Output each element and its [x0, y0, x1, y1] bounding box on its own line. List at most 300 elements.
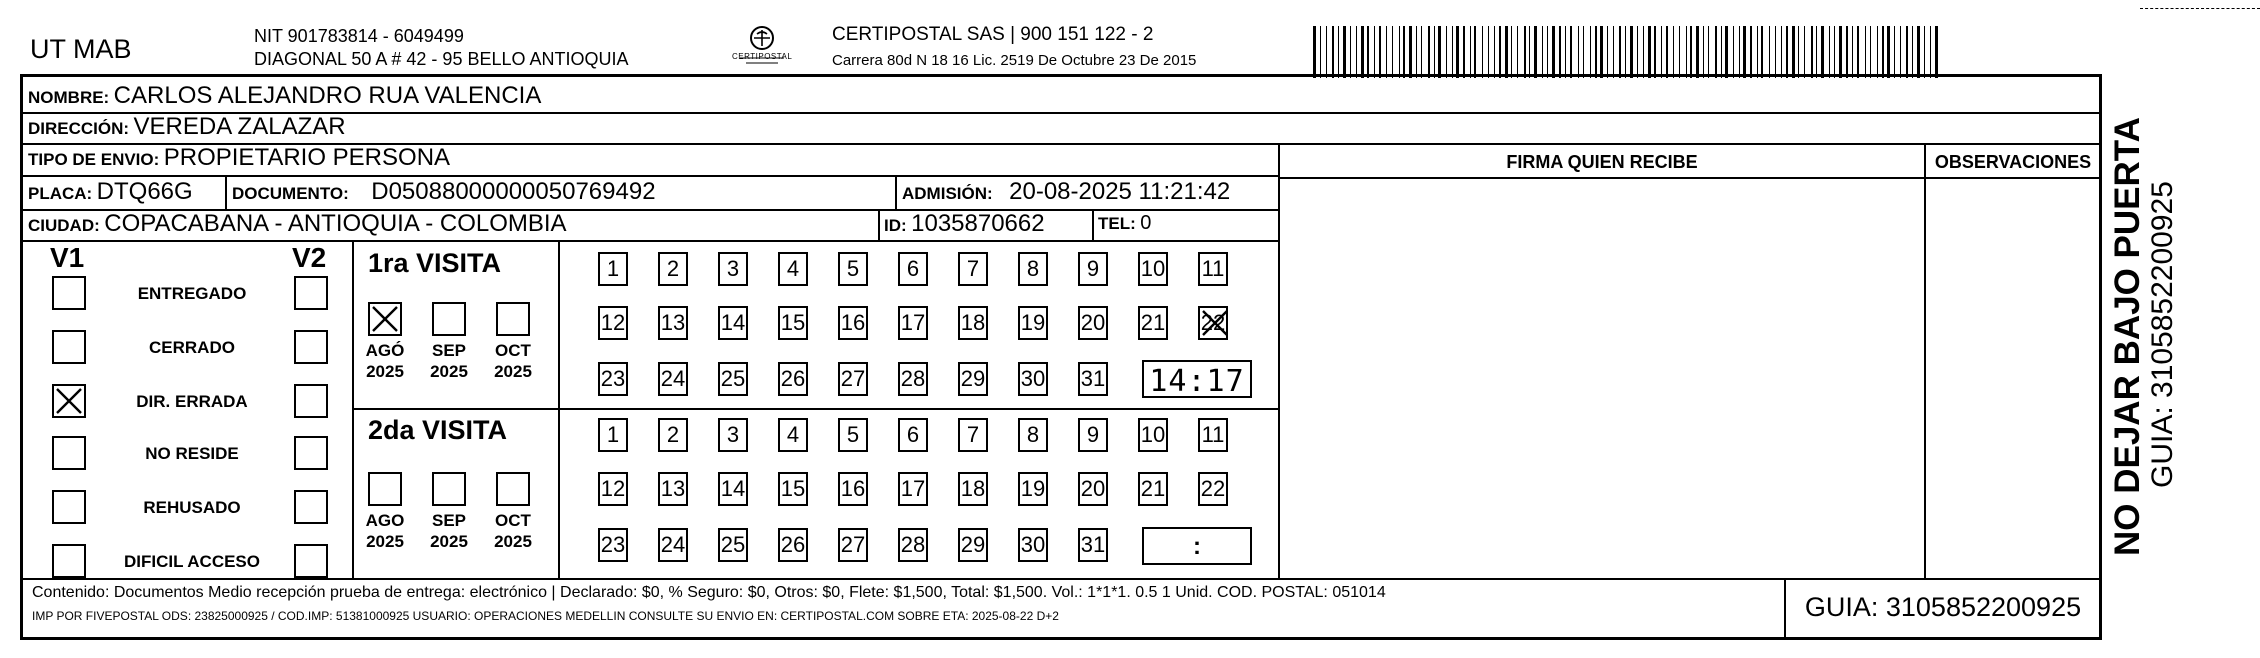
- name-label: NOMBRE:: [28, 88, 110, 107]
- day-number: 20: [1080, 476, 1106, 501]
- city-value: COPACABANA - ANTIOQUIA - COLOMBIA: [104, 210, 567, 237]
- first-visit-month-checkbox[interactable]: [496, 302, 530, 336]
- barcode-bar: [1332, 26, 1334, 78]
- barcode-bar: [1733, 26, 1734, 78]
- day-number: 19: [1020, 476, 1046, 501]
- barcode-bar: [1725, 26, 1728, 78]
- barcode-bar: [1757, 26, 1758, 78]
- day-number: 11: [1201, 256, 1225, 281]
- barcode-bar: [1798, 26, 1799, 78]
- first-visit-day-box[interactable]: [718, 306, 748, 340]
- first-visit-day-box[interactable]: [658, 306, 688, 340]
- barcode-bar: [1769, 26, 1770, 78]
- barcode-bar: [1912, 26, 1913, 78]
- address-label: DIRECCIÓN:: [28, 119, 130, 138]
- second-visit-month-checkbox[interactable]: [496, 472, 530, 506]
- second-visit-month-label: SEP 2025: [430, 511, 468, 551]
- first-visit-day-box[interactable]: [1078, 252, 1108, 286]
- first-visit-day-box[interactable]: [898, 362, 928, 396]
- day-number: 4: [786, 422, 800, 447]
- day-number: 25: [720, 532, 746, 557]
- barcode-bar: [1428, 26, 1430, 78]
- day-number: 1: [606, 256, 620, 281]
- day-number: 13: [660, 476, 686, 501]
- barcode-bar: [1917, 26, 1920, 78]
- first-visit-day-box[interactable]: [778, 362, 808, 396]
- tel-value: 0: [1140, 212, 1152, 234]
- sender-address: DIAGONAL 50 A # 42 - 95 BELLO ANTIOQUIA: [254, 49, 629, 69]
- day-number: 26: [780, 532, 806, 557]
- barcode-bar: [1399, 26, 1400, 78]
- day-number: 21: [1140, 476, 1166, 501]
- first-visit-day-box[interactable]: [1018, 252, 1048, 286]
- second-visit-day-box[interactable]: [1078, 418, 1108, 452]
- barcode-bar: [1547, 26, 1548, 78]
- day-number: 4: [786, 256, 800, 281]
- barcode-bar: [1386, 26, 1387, 78]
- day-number: 14: [720, 476, 746, 501]
- second-visit-month-checkbox[interactable]: [368, 472, 402, 506]
- day-number: 17: [900, 476, 926, 501]
- barcode-bar: [1409, 26, 1412, 78]
- barcode-bar: [1583, 26, 1584, 78]
- day-number: 6: [906, 422, 920, 447]
- recipient-address: VEREDA ZALAZAR: [133, 113, 346, 140]
- second-visit-month-checkbox[interactable]: [432, 472, 466, 506]
- second-visit-month-label: OCT 2025: [494, 511, 532, 551]
- second-visit-day-box[interactable]: [838, 418, 868, 452]
- day-number: 13: [660, 310, 686, 335]
- check-x-icon: [370, 304, 400, 334]
- first-visit-month-label: SEP 2025: [430, 341, 468, 381]
- second-visit-day-box[interactable]: [898, 472, 928, 506]
- barcode-bar: [1686, 26, 1687, 78]
- barcode-bar: [1452, 26, 1453, 78]
- barcode-bar: [1865, 26, 1866, 78]
- plate-value: DTQ66G: [96, 178, 193, 205]
- barcode-bar: [1570, 26, 1572, 78]
- barcode-bar: [1811, 26, 1813, 78]
- barcode-bar: [1456, 26, 1459, 78]
- barcode-bar: [1552, 26, 1555, 78]
- barcode-bar: [1792, 26, 1795, 78]
- barcode-bar: [1313, 26, 1316, 78]
- barcode-bar: [1356, 26, 1357, 78]
- barcode-bar: [1894, 26, 1895, 78]
- day-number: 10: [1140, 422, 1166, 447]
- day-number: 16: [840, 476, 866, 501]
- barcode-bar: [1542, 26, 1543, 78]
- barcode-bar: [1499, 26, 1501, 78]
- day-number: 23: [600, 532, 626, 557]
- signature-area[interactable]: [1282, 180, 1922, 576]
- day-number: 18: [960, 476, 986, 501]
- second-visit-day-box[interactable]: [838, 528, 868, 562]
- first-visit-month-label: AGÓ 2025: [365, 341, 405, 381]
- barcode-bar: [1320, 26, 1321, 78]
- second-visit-day-box[interactable]: [1018, 472, 1048, 506]
- first-visit-day-box[interactable]: [1198, 252, 1228, 286]
- barcode-bar: [1743, 26, 1746, 78]
- day-number: 30: [1020, 532, 1046, 557]
- cut-line-top: [2140, 8, 2260, 9]
- v1-checkbox-5[interactable]: [52, 544, 86, 578]
- first-visit-month-checkbox[interactable]: [368, 302, 402, 336]
- first-visit-day-box[interactable]: [598, 252, 628, 286]
- barcode-bar: [1326, 26, 1327, 78]
- admission-row: [902, 178, 1230, 206]
- day-number: 26: [780, 366, 806, 391]
- id-label: ID:: [884, 216, 907, 235]
- first-visit-day-box[interactable]: [1198, 306, 1228, 340]
- barcode-bar: [1924, 26, 1925, 78]
- barcode-bar: [1781, 26, 1782, 78]
- day-number: 28: [900, 366, 926, 391]
- v2-checkbox-0[interactable]: [294, 276, 328, 310]
- first-visit-day-box[interactable]: [898, 252, 928, 286]
- observations-label: OBSERVACIONES: [1934, 152, 2092, 172]
- day-number: 22: [1200, 310, 1226, 335]
- document-row: [232, 178, 656, 206]
- barcode-bar: [1661, 26, 1662, 78]
- barcode-bar: [1482, 26, 1483, 78]
- first-visit-day-box[interactable]: [1018, 306, 1048, 340]
- barcode-bar: [1517, 26, 1518, 78]
- second-visit-day-box[interactable]: [658, 418, 688, 452]
- barcode-bar: [1690, 26, 1692, 78]
- barcode-bar: [1846, 26, 1848, 78]
- certipostal-logo: [732, 24, 792, 68]
- barcode-bar: [1350, 26, 1351, 78]
- day-number: 1: [606, 422, 620, 447]
- no-dejar-bajo-puerta: NO DEJAR BAJO PUERTA: [2108, 117, 2147, 556]
- recipient-name: CARLOS ALEJANDRO RUA VALENCIA: [113, 82, 542, 109]
- admission-value: 20-08-2025 11:21:42: [1009, 178, 1231, 205]
- address-row: [28, 113, 346, 141]
- v1-checkbox-1[interactable]: [52, 330, 86, 364]
- admission-label: ADMISIÓN:: [902, 184, 993, 203]
- barcode-bar: [1930, 26, 1931, 78]
- type-row: [28, 144, 450, 172]
- barcode-bar: [1392, 26, 1393, 78]
- first-visit-day-box[interactable]: [778, 306, 808, 340]
- check-x-icon: [54, 386, 84, 416]
- first-visit-day-box[interactable]: [838, 252, 868, 286]
- barcode-bar: [1607, 26, 1608, 78]
- day-number: 17: [900, 310, 926, 335]
- day-number: 21: [1140, 310, 1166, 335]
- second-visit-day-box[interactable]: [598, 418, 628, 452]
- barcode-bar: [1505, 26, 1508, 78]
- barcode-bar: [1654, 26, 1656, 78]
- barcode-bar: [1630, 26, 1633, 78]
- day-number: 28: [900, 532, 926, 557]
- first-visit-day-box[interactable]: [658, 252, 688, 286]
- second-visit-day-box[interactable]: [1138, 418, 1168, 452]
- first-visit-day-box[interactable]: [1078, 306, 1108, 340]
- first-visit-day-box[interactable]: [598, 362, 628, 396]
- tel-row: [1098, 212, 1151, 235]
- second-visit-day-box[interactable]: [1078, 528, 1108, 562]
- logo-text: CERTIPOSTAL: [732, 52, 793, 61]
- barcode-bar: [1613, 26, 1614, 78]
- check-x-icon: [1200, 308, 1230, 338]
- v2-checkbox-3[interactable]: [294, 436, 328, 470]
- barcode-bar: [1703, 26, 1704, 78]
- second-visit-day-box[interactable]: [958, 418, 988, 452]
- first-visit-day-box[interactable]: [1078, 362, 1108, 396]
- day-number: 7: [966, 422, 980, 447]
- v1-checkbox-2[interactable]: [52, 384, 86, 418]
- second-visit-day-box[interactable]: [958, 472, 988, 506]
- barcode-bar: [1446, 26, 1447, 78]
- day-number: 6: [906, 256, 920, 281]
- barcode-bar: [1696, 26, 1699, 78]
- day-number: 29: [960, 532, 986, 557]
- day-number: 9: [1086, 256, 1100, 281]
- day-number: 24: [660, 366, 686, 391]
- barcode-bar: [1829, 26, 1830, 78]
- city-row: [28, 210, 567, 238]
- first-visit-day-box[interactable]: [658, 362, 688, 396]
- day-number: 3: [726, 422, 740, 447]
- status-label: DIR. ERRADA: [136, 392, 248, 411]
- day-number: 30: [1020, 366, 1046, 391]
- second-visit-day-box[interactable]: [898, 418, 928, 452]
- first-visit-day-box[interactable]: [958, 252, 988, 286]
- day-number: 20: [1080, 310, 1106, 335]
- second-visit-day-box[interactable]: [718, 528, 748, 562]
- barcode-bar: [1750, 26, 1752, 78]
- v1-checkbox-4[interactable]: [52, 490, 86, 524]
- barcode-bar: [1367, 26, 1369, 78]
- tel-label: TEL:: [1098, 214, 1136, 233]
- barcode-bar: [1438, 26, 1441, 78]
- barcode-bar: [1839, 26, 1842, 78]
- v2-checkbox-4[interactable]: [294, 490, 328, 524]
- barcode-bar: [1673, 26, 1674, 78]
- barcode-bar: [1625, 26, 1626, 78]
- second-visit-day-box[interactable]: [598, 528, 628, 562]
- first-visit-day-box[interactable]: [1138, 252, 1168, 286]
- barcode-bar: [1529, 26, 1530, 78]
- second-visit-day-box[interactable]: [778, 528, 808, 562]
- first-visit-day-box[interactable]: [958, 362, 988, 396]
- second-visit-time: :: [1193, 533, 1201, 560]
- day-number: 25: [720, 366, 746, 391]
- day-number: 12: [600, 476, 626, 501]
- barcode-bar: [1578, 26, 1579, 78]
- barcode-bar: [1590, 26, 1591, 78]
- barcode-bar: [1935, 26, 1938, 78]
- first-visit-day-box[interactable]: [898, 306, 928, 340]
- v1-checkbox-0[interactable]: [52, 276, 86, 310]
- day-number: 5: [846, 422, 860, 447]
- barcode: [1313, 26, 1943, 78]
- barcode-bar: [1775, 26, 1776, 78]
- day-number: 23: [600, 366, 626, 391]
- logo-icon: [732, 24, 792, 68]
- barcode-bar: [1877, 26, 1878, 78]
- barcode-bar: [1565, 26, 1566, 78]
- first-visit-day-box[interactable]: [1018, 362, 1048, 396]
- name-row: [28, 82, 541, 110]
- company-address: Carrera 80d N 18 16 Lic. 2519 De Octubre 23 De 2015: [832, 52, 1197, 69]
- barcode-bar: [1511, 26, 1512, 78]
- first-visit-day-box[interactable]: [838, 306, 868, 340]
- first-visit-title: 1ra VISITA: [368, 248, 502, 278]
- barcode-bar: [1816, 26, 1817, 78]
- barcode-bar: [1470, 26, 1471, 78]
- second-visit-day-box[interactable]: [658, 472, 688, 506]
- barcode-bar: [1559, 26, 1561, 78]
- barcode-bar: [1619, 26, 1621, 78]
- second-visit-day-box[interactable]: [1138, 472, 1168, 506]
- v2-label: V2: [292, 242, 327, 273]
- first-visit-time-box[interactable]: [1142, 360, 1252, 398]
- v2-checkbox-2[interactable]: [294, 384, 328, 418]
- barcode-bar: [1821, 26, 1824, 78]
- barcode-bar: [1421, 26, 1422, 78]
- day-number: 22: [1200, 476, 1226, 501]
- barcode-bar: [1338, 26, 1339, 78]
- day-number: 11: [1201, 422, 1225, 447]
- second-visit-day-box[interactable]: [718, 418, 748, 452]
- footer-print-info: IMP POR FIVEPOSTAL ODS: 23825000925 / COD.IMP: 51381000925 USUARIO: OPERACIONES MEDELLIN CONSULTE SU ENVIO EN: CERTIPOSTAL.COM SOBRE ETA: 2025-08-22 D+2: [32, 609, 1059, 623]
- day-number: 31: [1080, 366, 1106, 391]
- barcode-bar: [1494, 26, 1495, 78]
- first-visit-month-label: OCT 2025: [494, 341, 532, 381]
- document-value: D05088000000050769492: [371, 178, 656, 205]
- barcode-bar: [1761, 26, 1763, 78]
- status-label: ENTREGADO: [137, 284, 247, 303]
- barcode-bar: [1857, 26, 1859, 78]
- second-visit-day-box[interactable]: [1018, 528, 1048, 562]
- barcode-bar: [1488, 26, 1489, 78]
- v2-checkbox-1[interactable]: [294, 330, 328, 364]
- barcode-bar: [1708, 26, 1709, 78]
- barcode-bar: [1403, 26, 1405, 78]
- second-visit-day-box[interactable]: [1078, 472, 1108, 506]
- day-number: 8: [1026, 422, 1040, 447]
- footer-contents: Contenido: Documentos Medio recepción prueba de entrega: electrónico | Declarado: $0, % Seguro: $0, Otros: $0, Flete: $1,500, Total: $1,500. Vol.: 1*1*1. 0.5 1 Unid. COD. POSTAL: 051014: [32, 584, 1386, 601]
- day-number: 14: [720, 310, 746, 335]
- footer-guia: GUIA: 3105852200925: [1804, 592, 2082, 622]
- barcode-bar: [1474, 26, 1476, 78]
- first-visit-day-box[interactable]: [778, 252, 808, 286]
- second-visit-day-box[interactable]: [898, 528, 928, 562]
- barcode-bar: [1804, 26, 1805, 78]
- barcode-bar: [1343, 26, 1346, 78]
- day-number: 19: [1020, 310, 1046, 335]
- barcode-bar: [1721, 26, 1722, 78]
- barcode-bar: [1416, 26, 1417, 78]
- day-number: 18: [960, 310, 986, 335]
- sender-name: UT MAB: [30, 34, 132, 64]
- barcode-bar: [1870, 26, 1871, 78]
- second-visit-day-box[interactable]: [658, 528, 688, 562]
- barcode-bar: [1463, 26, 1465, 78]
- company-name: CERTIPOSTAL SAS | 900 151 122 - 2: [832, 24, 1154, 45]
- first-visit-day-box[interactable]: [958, 306, 988, 340]
- barcode-bar: [1374, 26, 1375, 78]
- second-visit-day-box[interactable]: [1018, 418, 1048, 452]
- barcode-bar: [1882, 26, 1884, 78]
- day-number: 12: [600, 310, 626, 335]
- second-visit-day-box[interactable]: [718, 472, 748, 506]
- second-visit-day-box[interactable]: [958, 528, 988, 562]
- first-visit-day-box[interactable]: [838, 362, 868, 396]
- barcode-bar: [1887, 26, 1890, 78]
- barcode-bar: [1900, 26, 1901, 78]
- status-label: CERRADO: [149, 338, 235, 357]
- type-label: TIPO DE ENVIO:: [28, 150, 160, 169]
- barcode-bar: [1648, 26, 1651, 78]
- second-visit-day-box[interactable]: [838, 472, 868, 506]
- shipment-type: PROPIETARIO PERSONA: [163, 144, 451, 171]
- barcode-bar: [1524, 26, 1526, 78]
- plate-row: [28, 178, 193, 206]
- side-guia: GUIA: 3105852200925: [2146, 181, 2179, 488]
- barcode-bar: [1834, 26, 1835, 78]
- day-number: 8: [1026, 256, 1040, 281]
- status-label: DIFICIL ACCESO: [123, 552, 260, 571]
- second-visit-day-box[interactable]: [778, 472, 808, 506]
- day-number: 2: [666, 256, 680, 281]
- first-visit-time: 14:17: [1149, 364, 1245, 399]
- id-value: 1035870662: [911, 210, 1045, 237]
- barcode-bar: [1906, 26, 1908, 78]
- first-visit-day-box[interactable]: [1138, 306, 1168, 340]
- second-visit-time-box[interactable]: [1142, 527, 1252, 565]
- first-visit-month-checkbox[interactable]: [432, 302, 466, 336]
- second-visit-day-box[interactable]: [1198, 418, 1228, 452]
- day-number: 10: [1140, 256, 1166, 281]
- day-number: 15: [780, 310, 806, 335]
- barcode-bar: [1379, 26, 1381, 78]
- day-number: 9: [1086, 422, 1100, 447]
- v1-checkbox-3[interactable]: [52, 436, 86, 470]
- observations-area[interactable]: [1928, 180, 2098, 576]
- barcode-bar: [1361, 26, 1364, 78]
- barcode-bar: [1666, 26, 1668, 78]
- first-visit-day-box[interactable]: [598, 306, 628, 340]
- status-label: REHUSADO: [143, 498, 241, 517]
- second-visit-day-box[interactable]: [598, 472, 628, 506]
- plate-label: PLACA:: [28, 184, 93, 203]
- barcode-bar: [1643, 26, 1644, 78]
- first-visit-day-box[interactable]: [718, 252, 748, 286]
- second-visit-title: 2da VISITA: [368, 415, 508, 445]
- second-visit-day-box[interactable]: [778, 418, 808, 452]
- day-number: 29: [960, 366, 986, 391]
- v2-checkbox-5[interactable]: [294, 544, 328, 578]
- barcode-bar: [1786, 26, 1788, 78]
- barcode-bar: [1679, 26, 1680, 78]
- day-number: 7: [966, 256, 980, 281]
- day-number: 2: [666, 422, 680, 447]
- barcode-bar: [1534, 26, 1537, 78]
- status-label: NO RESIDE: [145, 444, 239, 463]
- day-number: 24: [660, 532, 686, 557]
- day-number: 16: [840, 310, 866, 335]
- second-visit-day-box[interactable]: [1198, 472, 1228, 506]
- day-number: 5: [846, 256, 860, 281]
- barcode-bar: [1852, 26, 1853, 78]
- barcode-bar: [1600, 26, 1603, 78]
- first-visit-day-box[interactable]: [718, 362, 748, 396]
- barcode-bar: [1595, 26, 1597, 78]
